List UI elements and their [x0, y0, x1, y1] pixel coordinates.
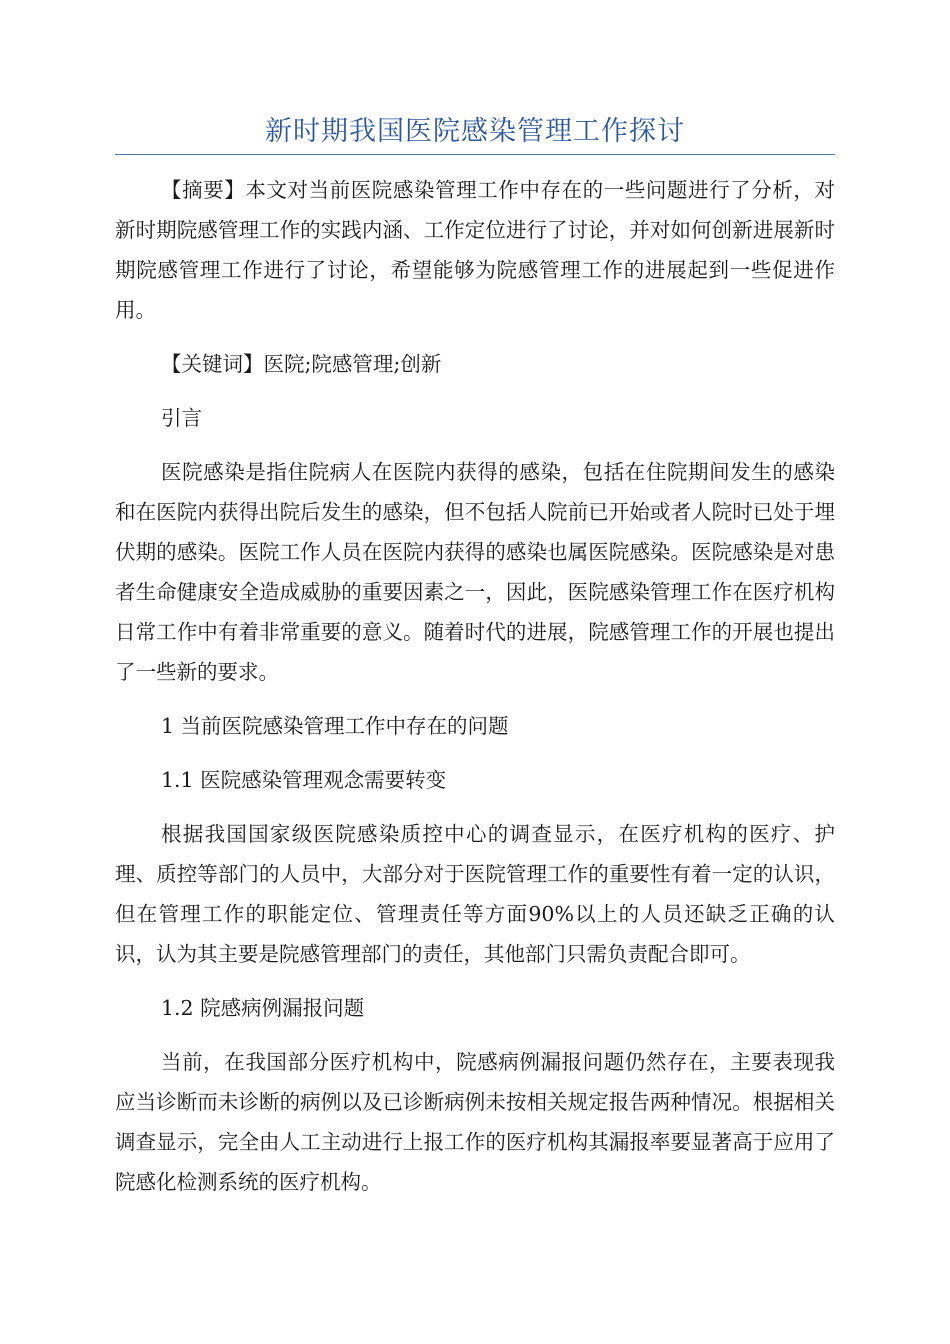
body-paragraph: 根据我国国家级医院感染质控中心的调查显示，在医疗机构的医疗、护理、质控等部门的人员中，大部分对于医院管理工作的重要性有着一定的认识，但在管理工作的职能定位、管理责任等方面90%以上的人员还缺乏正确的认识，认为其主要是院感管理部门的责任，其他部门只需负责配合即可。 [115, 822, 835, 966]
introduction-heading: 引言 [161, 406, 202, 430]
title-underline [115, 154, 835, 155]
document-title: 新时期我国医院感染管理工作探讨 [265, 116, 685, 147]
subsection-heading-1-2: 1.2 院感病例漏报问题 [161, 996, 365, 1020]
subsection-heading-1-1: 1.1 医院感染管理观念需要转变 [161, 768, 447, 792]
introduction-paragraph: 医院感染是指住院病人在医院内获得的感染，包括在住院期间发生的感染和在医院内获得出院后发生的感染，但不包括人院前已开始或者人院时已处于埋伏期的感染。医院工作人员在医院内获得的感染也属医院感染。医院感染是对患者生命健康安全造成威胁的重要因素之一，因此，医院感染管理工作在医疗机构日常工作中有着非常重要的意义。随着时代的进展，院感管理工作的开展也提出了一些新的要求。 [115, 460, 835, 684]
document-body [115, 170, 835, 1216]
section-heading-1: 1 当前医院感染管理工作中存在的问题 [161, 714, 509, 738]
body-paragraph: 当前，在我国部分医疗机构中，院感病例漏报问题仍然存在，主要表现我应当诊断而未诊断的病例以及已诊断病例未按相关规定报告两种情况。根据相关调查显示，完全由人工主动进行上报工作的医疗机构其漏报率要显著高于应用了院感化检测系统的医疗机构。 [115, 1050, 835, 1194]
abstract-paragraph: 【摘要】本文对当前医院感染管理工作中存在的一些问题进行了分析，对新时期院感管理工作的实践内涵、工作定位进行了讨论，并对如何创新进展新时期院感管理工作进行了讨论，希望能够为院感管理工作的进展起到一些促进作用。 [115, 178, 835, 322]
keywords-paragraph: 【关键词】医院;院感管理;创新 [161, 352, 442, 376]
